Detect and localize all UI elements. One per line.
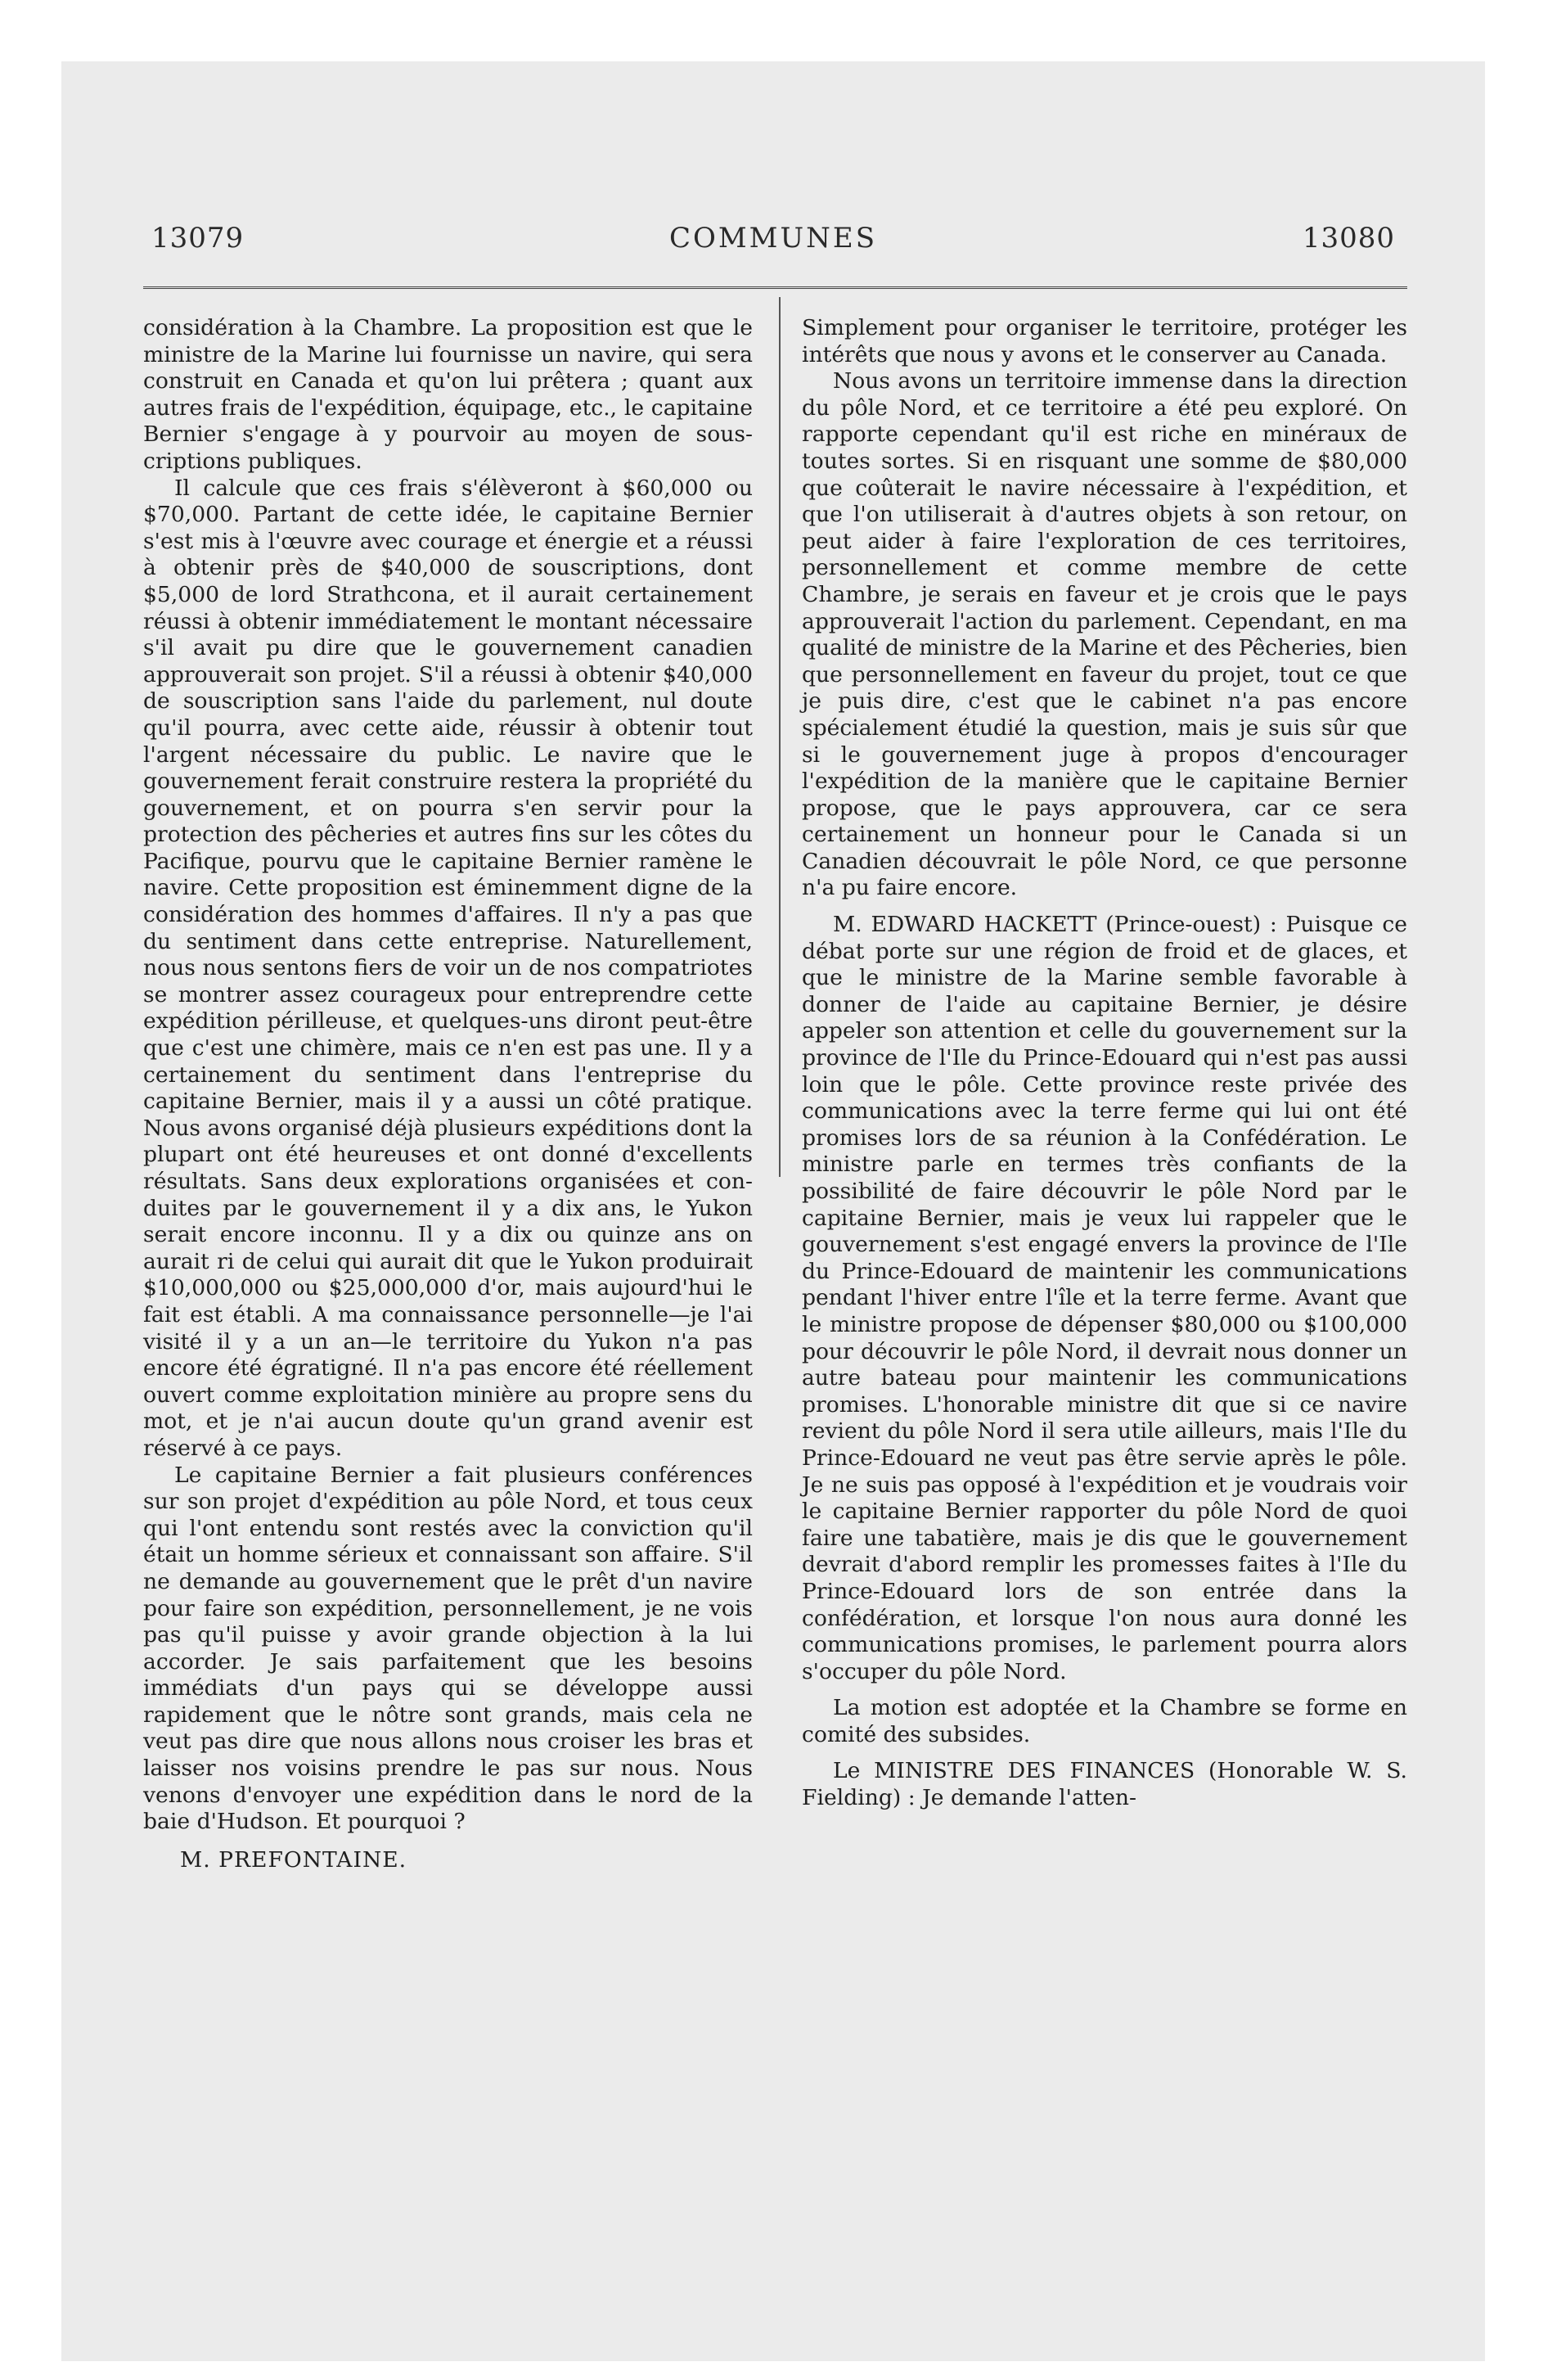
right-column <box>802 315 1407 1812</box>
paragraph: Il calcule que ces frais s'élèveront à $60,000 ou $70,000. Partant de cette idée, le capitaine Bernier s'est mis à l'œuvre avec courage et énergie et a réussi à obtenir près de $40,000 de souscriptions, dont $5,000 de lord Strathcona, et il aurait certainement réussi à obtenir immédiatement le montant nécessaire s'il avait pu dire que le gouvernement canadien approuverait son projet. S'il a réussi à obtenir $40,000 de souscription sans l'aide du parlement, nul doute qu'il pourra, avec cette aide, réussir à obtenir tout l'argent nécessaire du public. Le navire que le gouvernement ferait construire restera la propriété du gouvernement, et on pourra s'en servir pour la protection des pêcheries et autres fins sur les côtes du Pacifique, pourvu que le capitaine Bernier ramène le navire. Cette proposition est éminemment digne de la considération des hommes d'affaires. Il n'y a pas que du sentiment dans cette entreprise. Naturellement, nous nous sentons fiers de voir un de nos compatriotes se montrer assez courageux pour entreprendre cette expédition périlleuse, et quelques-uns diront peut-être que c'est une chimère, mais ce n'en est pas une. Il y a certainement du sentiment dans l'entreprise du capitaine Bernier, mais il y a aussi un côté pratique. Nous avons organisé déjà plusieurs expéditions dont la plupart ont été heureuses et ont donné d'excellents résultats. Sans deux explorations organisées et conduites par le gouvernement il y a dix ans, le Yukon serait encore inconnu. Il y a dix ou quinze ans on aurait ri de celui qui aurait dit que le Yukon produirait $10,000,000 ou $25,000,000 d'or, mais aujourd'hui le fait est établi. A ma connaissance personnelle—je l'ai visité il y a un an—le territoire du Yukon n'a pas encore été égratigné. Il n'a pas encore été réellement ouvert comme exploitation minière au propre sens du mot, et je n'ai aucun doute qu'un grand avenir est réservé à ce pays. <box>143 475 753 1461</box>
header-rule <box>143 286 1407 289</box>
left-column <box>143 315 753 1873</box>
paragraph: considération à la Chambre. La proposition est que le ministre de la Marine lui fournisse un navire, qui sera construit en Canada et qu'on lui prêtera ; quant aux autres frais de l'expédition, équipage, etc., le capitaine Bernier s'engage à y pourvoir au moyen de souscriptions publiques. <box>143 315 753 474</box>
paragraph: Le MINISTRE DES FINANCES (Honorable W. S. Fielding) : Je demande l'atten- <box>802 1758 1407 1811</box>
paragraph: M. EDWARD HACKETT (Prince-ouest) : Puisque ce débat porte sur une région de froid et de glaces, et que le ministre de la Marine semble favorable à donner de l'aide au capitaine Bernier, je désire appeler son attention et celle du gouvernement sur la province de l'Ile du Prince-Edouard qui n'est pas aussi loin que le pôle. Cette province reste privée des communications avec la terre ferme qui lui ont été promises lors de sa réunion à la Confédération. Le ministre parle en termes très confiants de la possibilité de faire découvrir le pôle Nord par le capitaine Bernier, mais je veux lui rappeler que le gouvernement s'est engagé envers la province de l'Ile du Prince-Edouard de maintenir les communications pendant l'hiver entre l'île et la terre ferme. Avant que le ministre propose de dépenser $80,000 ou $100,000 pour découvrir le pôle Nord, il devrait nous donner un autre bateau pour maintenir les communications promises. L'honorable ministre dit que si ce navire revient du pôle Nord il sera utile ailleurs, mais l'Ile du Prince-Edouard ne veut pas être servie après le pôle. Je ne suis pas opposé à l'expédition et je voudrais voir le capitaine Bernier rapporter du pôle Nord de quoi faire une tabatière, mais je dis que le gouvernement devrait d'abord remplir les promesses faites à l'Ile du Prince-Edouard lors de son entrée dans la confédération, et lorsque l'on nous aura donné les communications promises, le parlement pourra alors s'occuper du pôle Nord. <box>802 912 1407 1684</box>
speaker-signature: M. PREFONTAINE. <box>180 1846 407 1873</box>
right-page-number: 13080 <box>1302 222 1395 255</box>
paragraph: Le capitaine Bernier a fait plusieurs conférences sur son projet d'expédition au pôle Nord, et tous ceux qui l'ont entendu sont restés avec la conviction qu'il était un homme sérieux et connaissant son affaire. S'il ne demande au gouvernement que le prêt d'un navire pour faire son expédition, personnellement, je ne vois pas qu'il puisse y avoir grande objection à la lui accorder. Je sais parfaitement que les besoins immédiats d'un pays qui se développe aussi rapidement que le nôtre sont grands, mais cela ne veut pas dire que nous allons nous croiser les bras et laisser nos voisins prendre le pas sur nous. Nous venons d'envoyer une expédition dans le nord de la baie d'Hudson. Et pourquoi ? <box>143 1462 753 1835</box>
column-divider <box>779 297 781 1177</box>
paragraph: Simplement pour organiser le territoire, protéger les intérêts que nous y avons et le conserver au Canada. <box>802 315 1407 367</box>
left-page-number: 13079 <box>151 222 245 255</box>
running-title: COMMUNES <box>668 222 878 255</box>
page-scan <box>61 61 1485 2361</box>
paragraph: La motion est adoptée et la Chambre se forme en comité des subsides. <box>802 1695 1407 1747</box>
paragraph: Nous avons un territoire immense dans la direction du pôle Nord, et ce territoire a été peu exploré. On rapporte cependant qu'il est riche en minéraux de toutes sortes. Si en risquant une somme de $80,000 que coûterait le navire nécessaire à l'expédition, et que l'on utiliserait à d'autres objets à son retour, on peut aider à faire l'exploration de ces territoires, personnellement et comme membre de cette Chambre, je serais en faveur et je crois que le pays approuverait l'action du parlement. Cependant, en ma qualité de ministre de la Marine et des Pêcheries, bien que personnellement en faveur du projet, tout ce que je puis dire, c'est que le cabinet n'a pas encore spécialement étudié la question, mais je suis sûr que si le gouvernement juge à propos d'encourager l'expédition de la manière que le capitaine Bernier propose, que le pays approuvera, car ce sera certainement un honneur pour le Canada si un Canadien découvrait le pôle Nord, ce que personne n'a pu faire encore. <box>802 368 1407 901</box>
